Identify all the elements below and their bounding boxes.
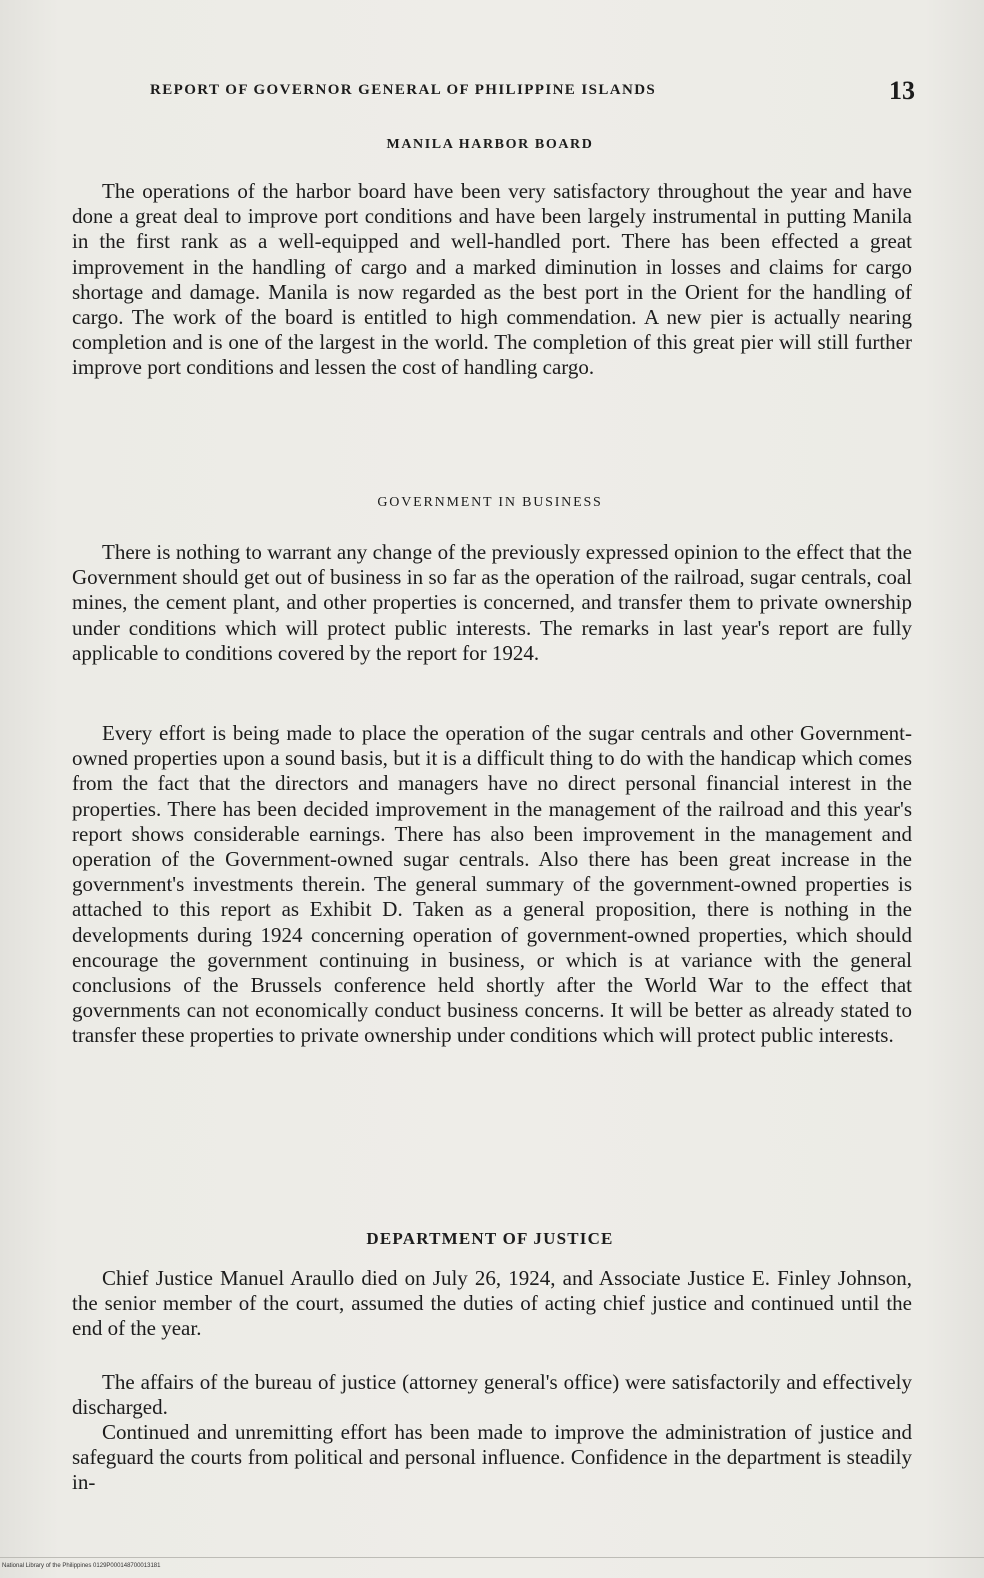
section-heading-government-in-business: GOVERNMENT IN BUSINESS <box>377 495 603 510</box>
section-heading-department-of-justice: DEPARTMENT OF JUSTICE <box>366 1229 614 1248</box>
paragraph-manila-harbor: The operations of the harbor board have been very satisfactory throughout the year and have done a great deal to improve port conditions and have been largely instrumental in putting Manila in the first rank as a well-equipped and well-handled port. There has been effected a great improvement in the handling of cargo and a marked diminution in losses and claims for cargo shortage and damage. Manila is now regarded as the best port in the Orient for the handling of cargo. The work of the board is entitled to high commendation. A new pier is actually nearing completion and is one of the largest in the world. The completion of this great pier will still further improve port conditions and lessen the cost of handling cargo. <box>72 179 912 380</box>
running-head-title: REPORT OF GOVERNOR GENERAL OF PHILIPPINE ISLANDS <box>150 82 657 98</box>
footer-credit: National Library of the Philippines 0129P000148700013181 <box>2 1563 161 1569</box>
paragraph-government-2: Every effort is being made to place the operation of the sugar centrals and other Government-owned properties upon a sound basis, but it is a difficult thing to do with the handicap which comes from the fact that the directors and managers have no direct personal financial interest in the properties. There has been decided improvement in the management of the railroad and this year's report shows considerable earnings. There has also been improvement in the management and operation of the Government-owned sugar centrals. Also there has been great increase in the government's investments therein. The general summary of the government-owned properties is attached to this report as Exhibit D. Taken as a general proposition, there is nothing in the developments during 1924 concerning operation of government-owned properties, which should encourage the government continuing in business, or which is at variance with the general conclusions of the Brussels conference held shortly after the World War to the effect that governments can not economically conduct business concerns. It will be better as already stated to transfer these properties to private ownership under conditions which will protect public interests. <box>72 721 912 1048</box>
paragraph-justice-2: The affairs of the bureau of justice (attorney general's office) were satisfactorily and effectively discharged. <box>72 1370 912 1420</box>
page-number: 13 <box>889 76 915 105</box>
footer-divider <box>0 1557 984 1558</box>
paragraph-justice-3: Continued and unremitting effort has been made to improve the administration of justice and safeguard the courts from political and personal influence. Confidence in the department is steadily in- <box>72 1420 912 1495</box>
paragraph-justice-1: Chief Justice Manuel Araullo died on July 26, 1924, and Associate Justice E. Finley Johnson, the senior member of the court, assumed the duties of acting chief justice and continued until the end of the year. <box>72 1266 912 1341</box>
paragraph-government-1: There is nothing to warrant any change of the previously expressed opinion to the effect that the Government should get out of business in so far as the operation of the railroad, sugar centrals, coal mines, the cement plant, and other properties is concerned, and transfer them to private ownership under conditions which will protect public interests. The remarks in last year's report are fully applicable to conditions covered by the report for 1924. <box>72 540 912 665</box>
section-heading-manila-harbor-board: MANILA HARBOR BOARD <box>386 137 594 152</box>
running-head <box>150 76 915 110</box>
